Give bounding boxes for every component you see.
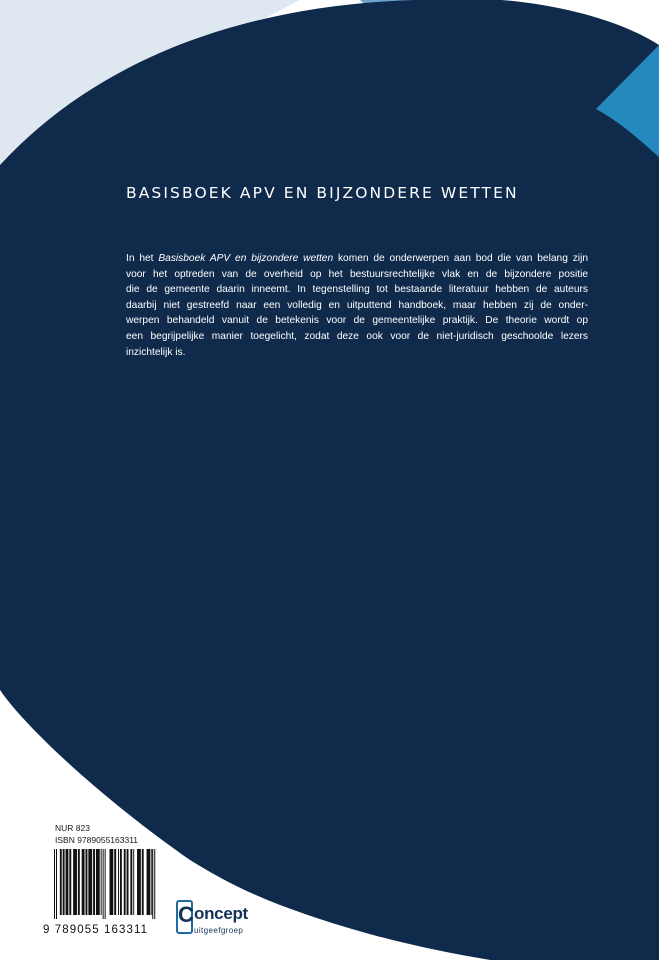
barcode-bar	[154, 849, 155, 919]
blurb-intro: In het	[126, 253, 159, 264]
barcode-bar	[78, 849, 80, 915]
barcode	[53, 849, 165, 919]
blurb-title-italic: Basisboek APV en bijzondere wetten	[158, 253, 334, 264]
barcode-bar	[63, 849, 65, 915]
blurb-line: voor het optreden van de overheid op het bestuursrechtelijke vlak en de bijzondere positie	[126, 268, 588, 280]
nur-code: NUR 823	[55, 823, 90, 833]
barcode-bar	[114, 849, 116, 915]
logo-subtitle: uitgeefgroep	[194, 926, 244, 935]
blurb-text: komen de onderwerpen aan bod die van belang zijn	[333, 253, 588, 264]
barcode-bar	[60, 849, 62, 915]
barcode-bar	[69, 849, 71, 915]
logo-word: oncept	[194, 904, 248, 923]
barcode-bar	[105, 849, 106, 919]
blurb-line: die de gemeente daarin inneemt. In tegenstelling tot bestaande literatuur hebben de auteurs	[126, 284, 588, 296]
logo-letter: C	[178, 902, 194, 927]
blurb-line: een begrijpelijke manier toegelicht, zodat deze ook voor de niet-juridisch geschoolde lezers	[126, 330, 588, 342]
barcode-bar	[142, 849, 144, 915]
barcode-bar	[152, 849, 153, 919]
barcode-bar	[101, 849, 102, 915]
barcode-bar	[93, 849, 95, 915]
barcode-bar	[127, 849, 129, 915]
barcode-bar	[54, 849, 55, 919]
isbn-text: ISBN 9789055163311	[55, 835, 139, 845]
barcode-bar	[96, 849, 100, 915]
barcode-bar	[110, 849, 114, 915]
barcode-digits: 9 789055 163311	[43, 924, 149, 936]
barcode-bar	[120, 849, 122, 915]
barcode-bar	[56, 849, 57, 919]
barcode-bar	[137, 849, 141, 915]
barcode-bar	[147, 849, 151, 915]
blurb-line: daarbij niet gestreefd naar een volledig en uitputtend handboek, maar hebben zij de onder-	[126, 299, 588, 311]
barcode-bar	[66, 849, 69, 915]
barcode-bar	[86, 849, 88, 915]
blurb-line: werpen behandeld vanuit de betekenis voor de gemeentelijke praktijk. De theorie wordt op	[126, 315, 588, 327]
barcode-bar	[133, 849, 134, 915]
barcode-bar	[130, 849, 132, 915]
barcode-bar	[124, 849, 126, 915]
blurb-line	[126, 251, 588, 267]
barcode-bar	[118, 849, 119, 915]
back-cover-blurb	[126, 251, 588, 360]
barcode-bar	[151, 849, 152, 915]
barcode-bar	[73, 849, 77, 915]
book-title: BASISBOEK APV EN BIJZONDERE WETTEN	[126, 184, 519, 202]
barcode-bar	[103, 849, 104, 919]
blurb-line: inzichtelijk is.	[126, 346, 186, 358]
barcode-bar	[82, 849, 85, 915]
barcode-bar	[88, 849, 92, 915]
publisher-logo	[176, 900, 276, 944]
